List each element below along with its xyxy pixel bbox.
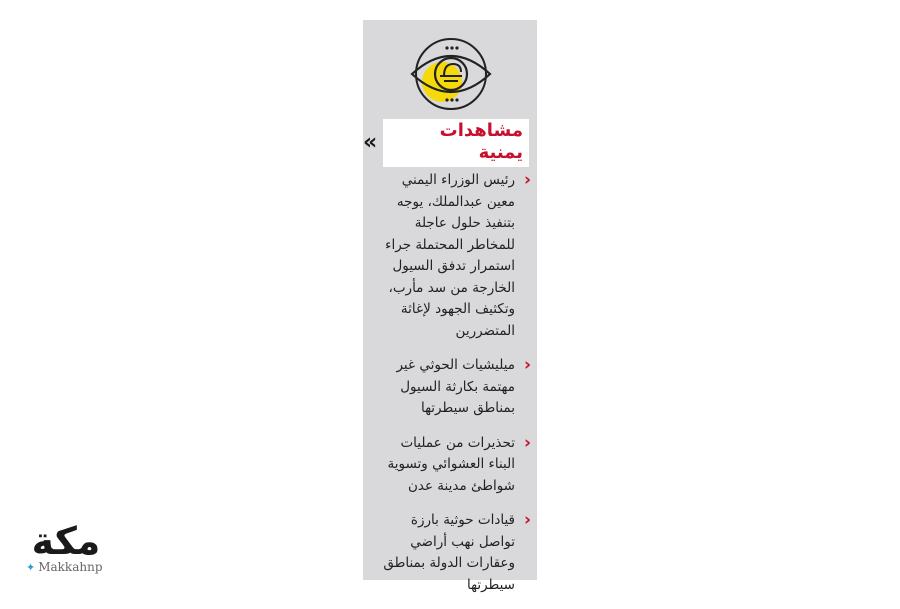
list-item	[379, 433, 529, 498]
section-title: مشاهدات يمنية	[383, 119, 529, 167]
chevron-left-icon: ‹	[523, 170, 531, 190]
list-item	[379, 510, 529, 596]
list-item	[379, 355, 529, 420]
publisher-logo	[18, 519, 114, 574]
chevron-left-icon: ‹	[523, 355, 531, 375]
handle-text: Makkahnp	[38, 560, 103, 574]
section-heading	[363, 120, 529, 163]
item-text: ميليشيات الحوثي غير مهتمة بكارثة السيول بمناطق سيطرتها	[396, 357, 515, 416]
logo-mark: مكة	[31, 519, 101, 563]
list-item	[379, 170, 529, 342]
item-text: قيادات حوثية بارزة تواصل نهب أراضي وعقارات الدولة بمناطق سيطرتها	[383, 512, 515, 593]
item-text: تحذيرات من عمليات البناء العشوائي وتسوية شواطئ مدينة عدن	[387, 434, 515, 494]
chevron-left-icon: ‹	[523, 432, 531, 453]
item-text: رئيس الوزراء اليمني معين عبدالملك، يوجه بتنفيذ حلول عاجلة للمخاطر المحتملة جراء استمرار تدفق السيول الخارجة من سد مأرب، وتكثيف الجهود لإغاثة المتضررين	[385, 172, 515, 339]
twitter-bird-icon: ✦	[26, 560, 36, 574]
eye-icon	[406, 34, 496, 114]
chevron-left-icon: ‹	[523, 510, 531, 530]
double-chevron-icon: »	[363, 130, 378, 155]
news-list	[379, 170, 529, 609]
social-handle	[18, 560, 114, 574]
side-panel	[363, 20, 537, 593]
